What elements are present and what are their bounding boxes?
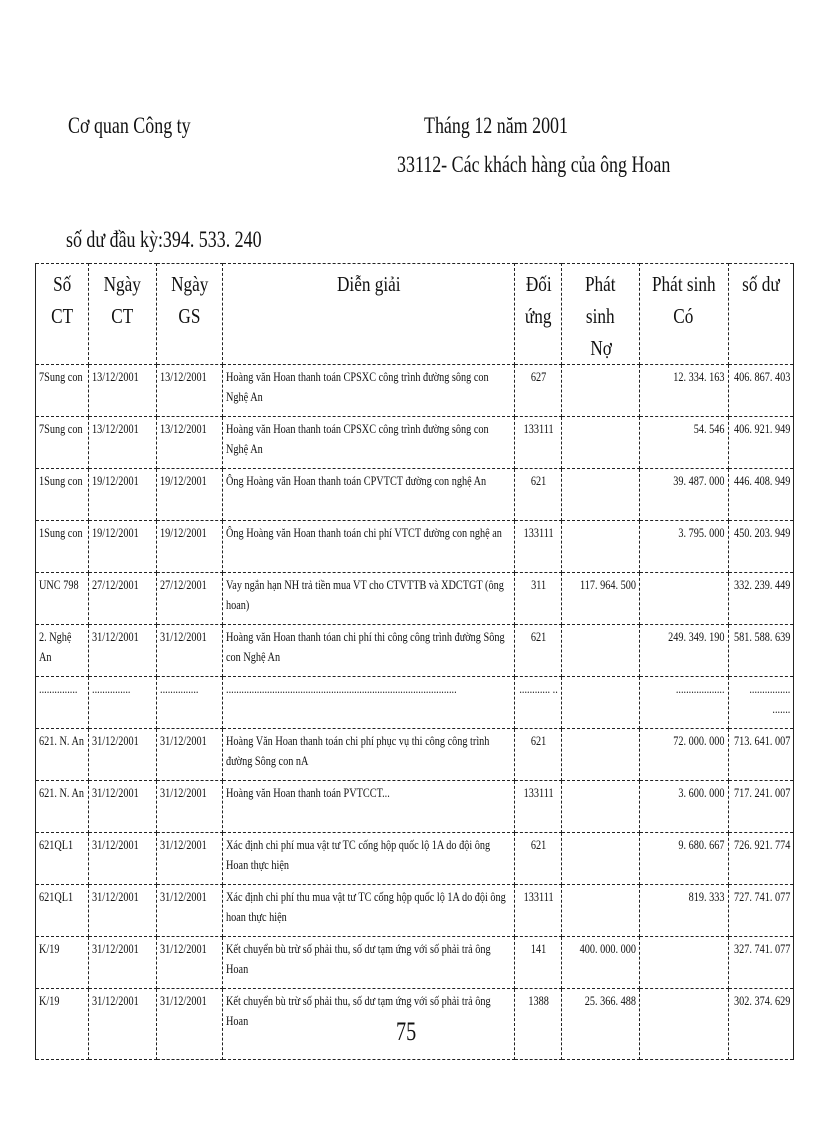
col-phat-sinh-co-cell	[639, 417, 728, 469]
col-so-ct-cell	[36, 417, 89, 469]
col-phat-sinh-co-cell	[639, 885, 728, 937]
col-doi-ung-header	[515, 264, 562, 365]
col-phat-sinh-co-cell	[639, 677, 728, 729]
col-ngay-ct-cell	[89, 469, 156, 521]
col-so-du-cell	[728, 677, 793, 729]
col-phat-sinh-co-cell	[639, 729, 728, 781]
col-phat-sinh-co-value: 3. 795. 000	[678, 526, 725, 540]
col-so-ct-value: 621QL1	[39, 890, 74, 904]
col-dien-giai-cell	[223, 677, 515, 729]
col-doi-ung-cell	[515, 417, 562, 469]
col-so-ct-cell	[36, 521, 89, 573]
col-dien-giai-cell	[223, 833, 515, 885]
col-dien-giai-value: Hoàng văn Hoan thanh tóan chi phí thi công công trình đường Sông con Nghệ An	[226, 630, 505, 664]
col-ngay-ct-cell	[89, 417, 156, 469]
col-phat-sinh-co-cell	[639, 365, 728, 417]
col-doi-ung-value: 627	[530, 370, 546, 384]
opening-balance: số dư đầu kỳ:394. 533. 240	[66, 227, 262, 252]
col-ngay-gs-header-line2: GS	[178, 304, 201, 328]
col-ngay-ct-cell	[89, 885, 156, 937]
col-doi-ung-value: ............ ..	[519, 682, 558, 696]
col-ngay-gs-cell	[156, 521, 222, 573]
col-dien-giai-header	[223, 264, 515, 365]
col-doi-ung-value: 133111	[523, 526, 554, 540]
col-ngay-ct-cell	[89, 365, 156, 417]
col-so-du-cell	[728, 781, 793, 833]
table-row	[36, 521, 794, 573]
col-so-ct-header-line1: Số CT	[51, 272, 74, 328]
col-phat-sinh-co-cell	[639, 573, 728, 625]
col-phat-sinh-co-value: 72. 000. 000	[673, 734, 725, 748]
col-ngay-ct-value: 31/12/2001	[92, 630, 140, 644]
col-so-du-value: 717. 241. 007	[733, 786, 790, 800]
col-so-ct-cell	[36, 469, 89, 521]
col-doi-ung-cell	[515, 365, 562, 417]
col-phat-sinh-co-value: 819. 333	[688, 890, 725, 904]
col-dien-giai-cell	[223, 885, 515, 937]
col-ngay-gs-value: 31/12/2001	[159, 994, 207, 1008]
col-ngay-gs-value: 13/12/2001	[159, 422, 207, 436]
col-ngay-gs-cell	[156, 937, 222, 989]
col-ngay-gs-value: 31/12/2001	[159, 734, 207, 748]
col-phat-sinh-co-cell	[639, 625, 728, 677]
col-so-du-cell	[728, 625, 793, 677]
col-ngay-ct-value: 19/12/2001	[92, 474, 140, 488]
col-dien-giai-value: Ông Hoàng văn Hoan thanh toán chi phí VTCT đường con nghệ an	[226, 526, 503, 540]
col-ngay-ct-value: 31/12/2001	[92, 734, 140, 748]
col-dien-giai-cell	[223, 781, 515, 833]
col-so-du-cell	[728, 365, 793, 417]
col-so-ct-cell	[36, 937, 89, 989]
table-row	[36, 677, 794, 729]
table-row	[36, 729, 794, 781]
col-ngay-ct-cell	[89, 573, 156, 625]
col-doi-ung-value: 141	[530, 942, 546, 956]
col-so-ct-cell	[36, 989, 89, 1060]
col-phat-sinh-no-cell	[562, 833, 640, 885]
col-so-ct-value: ...............	[39, 682, 78, 696]
col-so-ct-value: UNC 798	[39, 578, 79, 592]
col-so-du-cell	[728, 729, 793, 781]
col-so-du-cell	[728, 989, 793, 1060]
col-so-ct-value: 621QL1	[39, 838, 74, 852]
col-doi-ung-cell	[515, 521, 562, 573]
col-so-du-cell	[728, 937, 793, 989]
col-so-ct-cell	[36, 677, 89, 729]
col-doi-ung-header-line1: Đối	[525, 272, 552, 296]
col-doi-ung-value: 621	[530, 838, 546, 852]
col-ngay-ct-cell	[89, 937, 156, 989]
col-doi-ung-cell	[515, 989, 562, 1060]
col-ngay-ct-value: 13/12/2001	[92, 370, 140, 384]
col-ngay-gs-cell	[156, 781, 222, 833]
col-ngay-ct-cell	[89, 781, 156, 833]
col-so-du-value: 406. 921. 949	[733, 422, 790, 436]
col-phat-sinh-co-header-line2: Có	[673, 304, 694, 328]
col-ngay-gs-cell	[156, 469, 222, 521]
col-ngay-ct-value: 31/12/2001	[92, 786, 140, 800]
col-ngay-ct-value: 31/12/2001	[92, 838, 140, 852]
table-row	[36, 937, 794, 989]
col-so-ct-value: 621. N. An	[39, 786, 84, 800]
col-phat-sinh-co-value: 54. 546	[693, 422, 725, 436]
col-ngay-ct-value: 31/12/2001	[92, 942, 140, 956]
col-phat-sinh-co-value: 3. 600. 000	[678, 786, 725, 800]
col-ngay-ct-header	[89, 264, 156, 365]
col-dien-giai-value: Vay ngắn hạn NH trả tiền mua VT cho CTVTTB và XDCTGT (ông hoan)	[226, 578, 505, 612]
col-phat-sinh-co-cell	[639, 937, 728, 989]
col-ngay-ct-cell	[89, 677, 156, 729]
col-ngay-gs-value: 13/12/2001	[159, 370, 207, 384]
col-ngay-gs-cell	[156, 573, 222, 625]
col-doi-ung-value: 133111	[523, 786, 554, 800]
col-so-du-value: 726. 921. 774	[733, 838, 790, 852]
col-so-ct-value: K/19	[39, 942, 60, 956]
col-ngay-gs-cell	[156, 625, 222, 677]
col-phat-sinh-no-cell	[562, 521, 640, 573]
col-phat-sinh-no-cell	[562, 989, 640, 1060]
col-phat-sinh-no-header	[562, 264, 640, 365]
col-phat-sinh-co-value: 12. 334. 163	[673, 370, 725, 384]
col-ngay-gs-value: 31/12/2001	[159, 890, 207, 904]
col-phat-sinh-no-value: 25. 366. 488	[584, 994, 636, 1008]
col-so-ct-value: 621. N. An	[39, 734, 84, 748]
col-so-du-value: 450. 203. 949	[733, 526, 790, 540]
col-ngay-gs-header-line1: Ngày	[170, 272, 209, 296]
col-doi-ung-cell	[515, 729, 562, 781]
col-so-ct-value: 2. Nghệ An	[39, 630, 72, 664]
table-row	[36, 781, 794, 833]
col-so-du-value: 446. 408. 949	[733, 474, 790, 488]
col-dien-giai-header-line1: Diễn giải	[336, 272, 401, 296]
ledger-body	[36, 365, 794, 1060]
col-dien-giai-value: Hoàng văn Hoan thanh toán PVTCCT...	[226, 786, 391, 800]
col-ngay-ct-value: 13/12/2001	[92, 422, 140, 436]
col-so-du-cell	[728, 521, 793, 573]
col-phat-sinh-co-cell	[639, 989, 728, 1060]
col-dien-giai-cell	[223, 937, 515, 989]
col-so-ct-cell	[36, 729, 89, 781]
table-row	[36, 833, 794, 885]
col-phat-sinh-no-cell	[562, 885, 640, 937]
col-so-du-header-line1: số dư	[741, 272, 780, 296]
col-dien-giai-cell	[223, 989, 515, 1060]
col-ngay-ct-cell	[89, 729, 156, 781]
col-so-ct-value: 7Sung con	[39, 422, 83, 436]
col-dien-giai-value: Xác định chi phí mua vật tư TC cống hộp quốc lộ 1A do đội ông Hoan thực hiện	[226, 838, 491, 872]
organization-name: Cơ quan Công ty	[68, 113, 191, 138]
col-doi-ung-value: 621	[530, 474, 546, 488]
col-dien-giai-cell	[223, 521, 515, 573]
col-so-du-value: 581. 588. 639	[733, 630, 790, 644]
col-dien-giai-value: Xác định chi phí thu mua vật tư TC cống hộp quốc lộ 1A do đội ông hoan thực hiện	[226, 890, 507, 924]
col-so-du-value: 713. 641. 007	[733, 734, 790, 748]
col-doi-ung-cell	[515, 469, 562, 521]
col-phat-sinh-no-cell	[562, 677, 640, 729]
col-phat-sinh-no-value: 117. 964. 500	[579, 578, 636, 592]
col-phat-sinh-no-cell	[562, 417, 640, 469]
col-ngay-gs-cell	[156, 989, 222, 1060]
col-doi-ung-value: 621	[530, 630, 546, 644]
col-doi-ung-cell	[515, 781, 562, 833]
col-phat-sinh-no-cell	[562, 625, 640, 677]
col-ngay-ct-cell	[89, 833, 156, 885]
col-so-du-header	[728, 264, 793, 365]
col-phat-sinh-co-cell	[639, 469, 728, 521]
col-so-du-value: ................ .......	[749, 682, 790, 716]
col-ngay-gs-value: 31/12/2001	[159, 786, 207, 800]
col-so-du-value: 727. 741. 077	[733, 890, 790, 904]
col-ngay-gs-cell	[156, 365, 222, 417]
col-ngay-gs-header	[156, 264, 222, 365]
col-phat-sinh-co-value: ...................	[675, 682, 725, 696]
col-doi-ung-cell	[515, 677, 562, 729]
col-ngay-gs-value: 31/12/2001	[159, 630, 207, 644]
col-so-du-cell	[728, 417, 793, 469]
col-ngay-ct-header-line1: Ngày CT	[103, 272, 142, 328]
col-dien-giai-value: Kết chuyển bù trừ số phải thu, số dư tạm ứng với số phải trả ông Hoan	[226, 942, 491, 976]
table-row	[36, 365, 794, 417]
col-so-ct-value: 1Sung con	[39, 474, 83, 488]
table-row	[36, 885, 794, 937]
col-ngay-gs-value: 19/12/2001	[159, 474, 207, 488]
col-ngay-gs-cell	[156, 885, 222, 937]
col-phat-sinh-co-cell	[639, 833, 728, 885]
col-ngay-gs-value: 27/12/2001	[159, 578, 207, 592]
col-so-du-cell	[728, 885, 793, 937]
account-title: 33112- Các khách hàng của ông Hoan	[397, 152, 671, 177]
col-dien-giai-value: ..........................................................................................	[226, 682, 457, 696]
col-dien-giai-value: Hoàng văn Hoan thanh toán CPSXC công trình đường sông con Nghệ An	[226, 422, 489, 456]
col-phat-sinh-no-cell	[562, 365, 640, 417]
col-doi-ung-value: 1388	[528, 994, 549, 1008]
col-ngay-gs-cell	[156, 729, 222, 781]
col-phat-sinh-co-value: 9. 680. 667	[678, 838, 725, 852]
col-so-ct-cell	[36, 833, 89, 885]
col-phat-sinh-co-value: 249. 349. 190	[668, 630, 725, 644]
col-phat-sinh-no-cell	[562, 573, 640, 625]
col-doi-ung-value: 133111	[523, 422, 554, 436]
col-so-du-value: 302. 374. 629	[733, 994, 790, 1008]
col-dien-giai-cell	[223, 469, 515, 521]
col-ngay-ct-cell	[89, 989, 156, 1060]
col-doi-ung-cell	[515, 625, 562, 677]
col-ngay-gs-value: 31/12/2001	[159, 942, 207, 956]
col-ngay-gs-value: 31/12/2001	[159, 838, 207, 852]
col-phat-sinh-co-value: 39. 487. 000	[673, 474, 725, 488]
col-phat-sinh-no-value: 400. 000. 000	[579, 942, 636, 956]
col-dien-giai-value: Kết chuyển bù trừ số phải thu, số dư tạm ứng với số phải trả ông Hoan	[226, 994, 491, 1028]
col-so-ct-cell	[36, 885, 89, 937]
col-phat-sinh-no-cell	[562, 781, 640, 833]
table-row	[36, 573, 794, 625]
col-so-ct-header	[36, 264, 89, 365]
col-so-ct-value: 7Sung con	[39, 370, 83, 384]
col-ngay-gs-value: ...............	[159, 682, 199, 696]
col-dien-giai-cell	[223, 573, 515, 625]
col-so-ct-cell	[36, 625, 89, 677]
col-doi-ung-cell	[515, 885, 562, 937]
col-so-ct-cell	[36, 781, 89, 833]
col-doi-ung-header-line2: ứng	[525, 304, 552, 328]
col-ngay-ct-value: ...............	[92, 682, 131, 696]
col-ngay-ct-value: 27/12/2001	[92, 578, 140, 592]
col-ngay-ct-cell	[89, 521, 156, 573]
col-doi-ung-value: 621	[530, 734, 546, 748]
col-so-ct-cell	[36, 365, 89, 417]
col-ngay-ct-value: 31/12/2001	[92, 890, 140, 904]
period-title: Tháng 12 năm 2001	[424, 113, 568, 138]
col-dien-giai-value: Hoàng Văn Hoan thanh toán chi phí phục vụ thi công công trình đường Sông con nA	[226, 734, 490, 768]
col-doi-ung-cell	[515, 833, 562, 885]
col-ngay-ct-value: 31/12/2001	[92, 994, 140, 1008]
col-phat-sinh-no-cell	[562, 469, 640, 521]
page-number: 75	[396, 1017, 417, 1046]
col-so-du-value: 332. 239. 449	[733, 578, 790, 592]
col-doi-ung-value: 133111	[523, 890, 554, 904]
table-row	[36, 625, 794, 677]
col-phat-sinh-co-header	[639, 264, 728, 365]
col-phat-sinh-no-cell	[562, 937, 640, 989]
col-dien-giai-cell	[223, 625, 515, 677]
col-so-ct-value: 1Sung con	[39, 526, 83, 540]
table-row	[36, 417, 794, 469]
col-phat-sinh-co-cell	[639, 781, 728, 833]
col-so-du-value: 406. 867. 403	[733, 370, 790, 384]
col-ngay-gs-cell	[156, 417, 222, 469]
col-dien-giai-cell	[223, 417, 515, 469]
col-ngay-ct-value: 19/12/2001	[92, 526, 140, 540]
col-so-ct-value: K/19	[39, 994, 60, 1008]
ledger-table	[35, 263, 794, 1060]
col-so-du-cell	[728, 833, 793, 885]
col-phat-sinh-no-header-line2: Nợ	[589, 336, 612, 360]
table-header-row	[36, 264, 794, 365]
col-phat-sinh-co-cell	[639, 521, 728, 573]
col-dien-giai-cell	[223, 729, 515, 781]
col-doi-ung-value: 311	[530, 578, 546, 592]
col-ngay-gs-value: 19/12/2001	[159, 526, 207, 540]
col-ngay-ct-cell	[89, 625, 156, 677]
table-row	[36, 469, 794, 521]
col-so-du-cell	[728, 469, 793, 521]
col-ngay-gs-cell	[156, 833, 222, 885]
col-doi-ung-cell	[515, 937, 562, 989]
col-phat-sinh-co-header-line1: Phát sinh	[651, 272, 716, 296]
col-phat-sinh-no-cell	[562, 729, 640, 781]
col-dien-giai-cell	[223, 365, 515, 417]
col-dien-giai-value: Ông Hoàng văn Hoan thanh toán CPVTCT đường con nghệ An	[226, 474, 487, 488]
col-so-du-value: 327. 741. 077	[733, 942, 790, 956]
col-phat-sinh-no-header-line1: Phát sinh	[585, 272, 616, 328]
col-so-du-cell	[728, 573, 793, 625]
col-dien-giai-value: Hoàng văn Hoan thanh toán CPSXC công trình đường sông con Nghệ An	[226, 370, 489, 404]
col-so-ct-cell	[36, 573, 89, 625]
col-ngay-gs-cell	[156, 677, 222, 729]
col-doi-ung-cell	[515, 573, 562, 625]
